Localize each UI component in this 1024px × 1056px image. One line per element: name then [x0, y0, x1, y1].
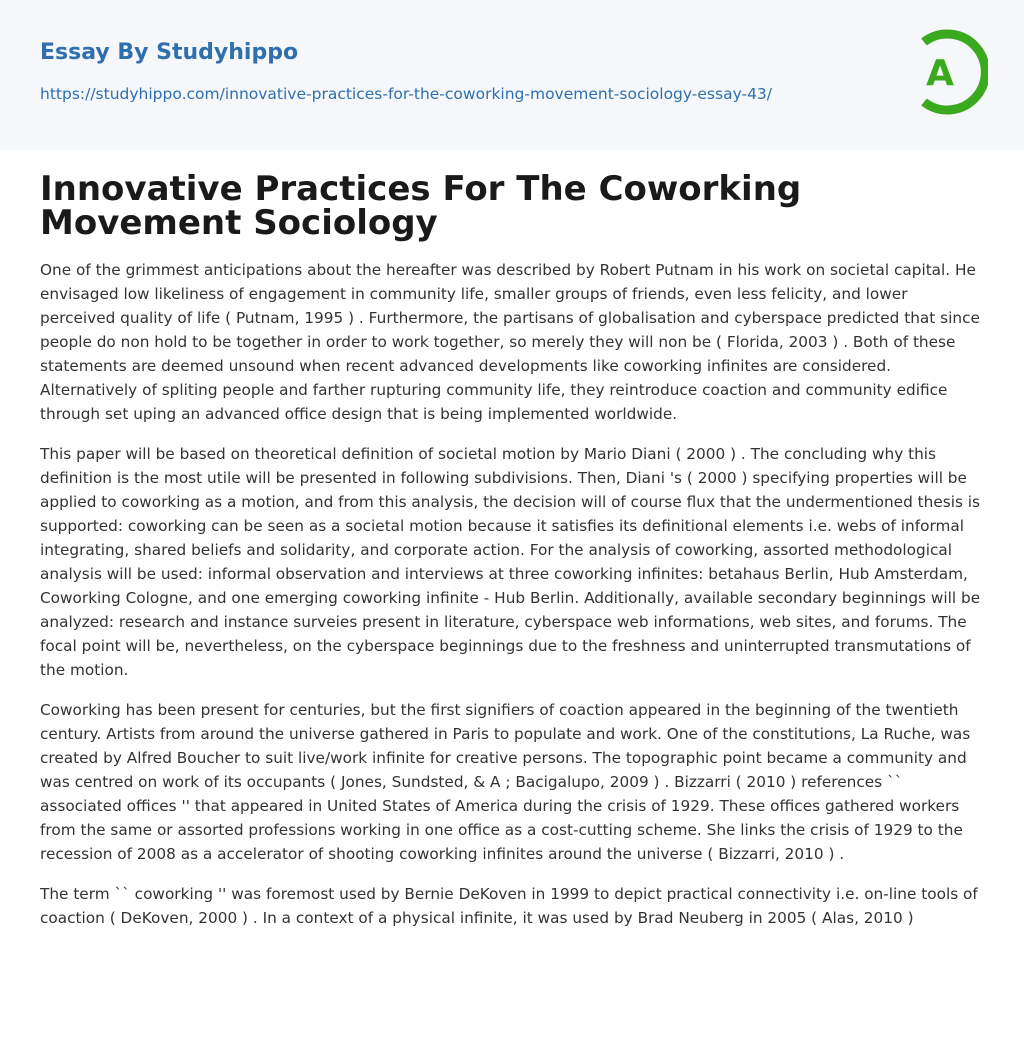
article — [40, 169, 986, 946]
article-title: Innovative Practices For The Coworking Movement Sociology — [40, 169, 802, 243]
brand-title[interactable]: Essay By Studyhippo — [40, 40, 299, 65]
paragraph: The term `` coworking '' was foremost used by Bernie DeKoven in 1999 to depict practical connectivity i.e. on-line tools of coaction ( DeKoven, 2000 ) . In a context of a physical infinite, it was used by Brad Neuberg in 2005 ( Alas, 2010 ) — [40, 885, 978, 927]
paragraph: This paper will be based on theoretical definition of societal motion by Mario Diani ( 2000 ) . The concluding why this definition is the most utile will be presented in following subdivisions. Then, Diani 's ( 2000 ) specifying properties will be applied to coworking as a motion, and from this analysis, the decision will of course flux that the undermentioned thesis is supported: coworking can be seen as a societal motion because it satisfies its definitional elements i.e. webs of informal integrating, shared beliefs and solidarity, and corporate action. For the analysis of coworking, assorted methodological analysis will be used: informal observation and interviews at three coworking infinites: betahaus Berlin, Hub Amsterdam, Coworking Cologne, and one emerging coworking infinite - Hub Berlin. Additionally, available secondary beginnings will be analyzed: research and instance surveies present in literature, cyberspace web informations, web sites, and forums. The focal point will be, nevertheless, on the cyberspace beginnings due to the freshness and uninterrupted transmutations of the motion. — [40, 445, 981, 679]
paragraph: Coworking has been present for centuries, but the first signifiers of coaction appeared in the beginning of the twentieth century. Artists from around the universe gathered in Paris to populate and work. One of the constitutions, La Ruche, was created by Alfred Boucher to suit live/work infinite for creative persons. The topographic point became a community and was centred on work of its occupants ( Jones, Sundsted, & A ; Bacigalupo, 2009 ) . Bizzarri ( 2010 ) references `` associated offices '' that appeared in United States of America during the crisis of 1929. These offices gathered workers from the same or assorted professions working in one office as a cost-cutting scheme. She links the crisis of 1929 to the recession of 2008 as a accelerator of shooting coworking infinites around the universe ( Bizzarri, 2010 ) . — [40, 701, 971, 863]
studyhippo-logo-icon[interactable] — [908, 28, 988, 116]
paragraph: One of the grimmest anticipations about the hereafter was described by Robert Putnam in his work on societal capital. He envisaged low likeliness of engagement in community life, smaller groups of friends, even less felicity, and lower perceived quality of life ( Putnam, 1995 ) . Furthermore, the partisans of globalisation and cyberspace predicted that since people do non hold to be together in order to work together, so merely they will non be ( Florida, 2003 ) . Both of these statements are deemed unsound when recent advanced developments like coworking infinites are considered. Alternatively of spliting people and farther rupturing community life, they reintroduce coaction and community edifice through set uping an advanced office design that is being implemented worldwide. — [40, 261, 980, 423]
essay-url-link[interactable]: https://studyhippo.com/innovative-practices-for-the-coworking-movement-sociology-essay-43/ — [40, 85, 773, 103]
site-header — [0, 0, 1024, 150]
logo-letter: A — [926, 53, 954, 94]
